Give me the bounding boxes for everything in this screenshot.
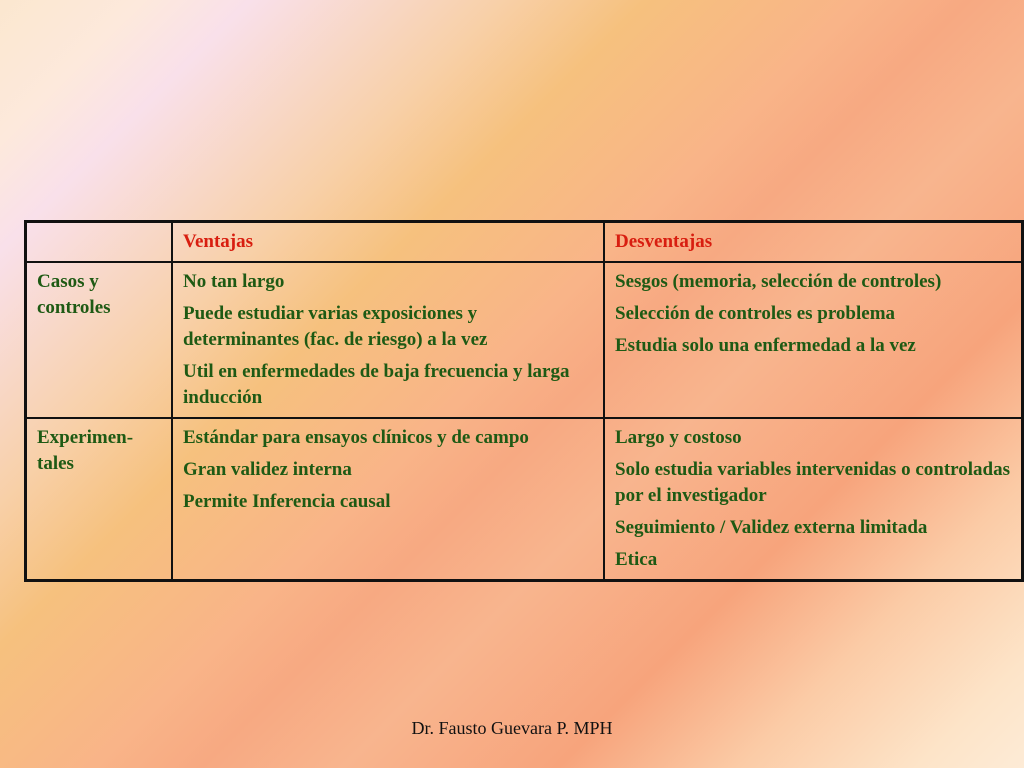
list-item: Sesgos (memoria, selección de controles) [615, 271, 942, 292]
list-item: Etica [615, 549, 658, 570]
cell-desventajas-casos [604, 262, 1023, 418]
list-item: Permite Inferencia causal [183, 491, 391, 512]
list-item: Puede estudiar varias exposiciones y determinantes (fac. de riesgo) a la vez [183, 303, 488, 350]
cell-ventajas-experimentales [172, 418, 604, 581]
row-label-experimentales [26, 418, 173, 581]
list-item: Seguimiento / Validez externa limitada [615, 517, 928, 538]
list-item: Gran validez interna [183, 459, 352, 480]
list-item: Solo estudia variables intervenidas o controladas por el investigador [615, 459, 1010, 506]
list-item: Selección de controles es problema [615, 303, 896, 324]
list-item: No tan largo [183, 271, 285, 292]
list-item: Largo y costoso [615, 427, 742, 448]
header-row [26, 222, 1023, 263]
slide-footer: Dr. Fausto Guevara P. MPH [411, 718, 613, 738]
header-corner-cell [26, 222, 173, 263]
table-row-experimentales [26, 418, 1023, 581]
header-ventajas: Ventajas [172, 222, 604, 263]
list-item: Util en enfermedades de baja frecuencia y larga inducción [183, 361, 570, 408]
list-item: Estudia solo una enfermedad a la vez [615, 335, 916, 356]
header-desventajas: Desventajas [604, 222, 1023, 263]
cell-ventajas-casos [172, 262, 604, 418]
cell-desventajas-experimentales [604, 418, 1023, 581]
table-row-casos-controles [26, 262, 1023, 418]
row-label-text: Casos y controles [37, 271, 111, 318]
row-label-casos-controles [26, 262, 173, 418]
comparison-table [24, 220, 1024, 582]
list-item: Estándar para ensayos clínicos y de campo [183, 427, 529, 448]
row-label-text: Experimen-tales [37, 427, 134, 474]
